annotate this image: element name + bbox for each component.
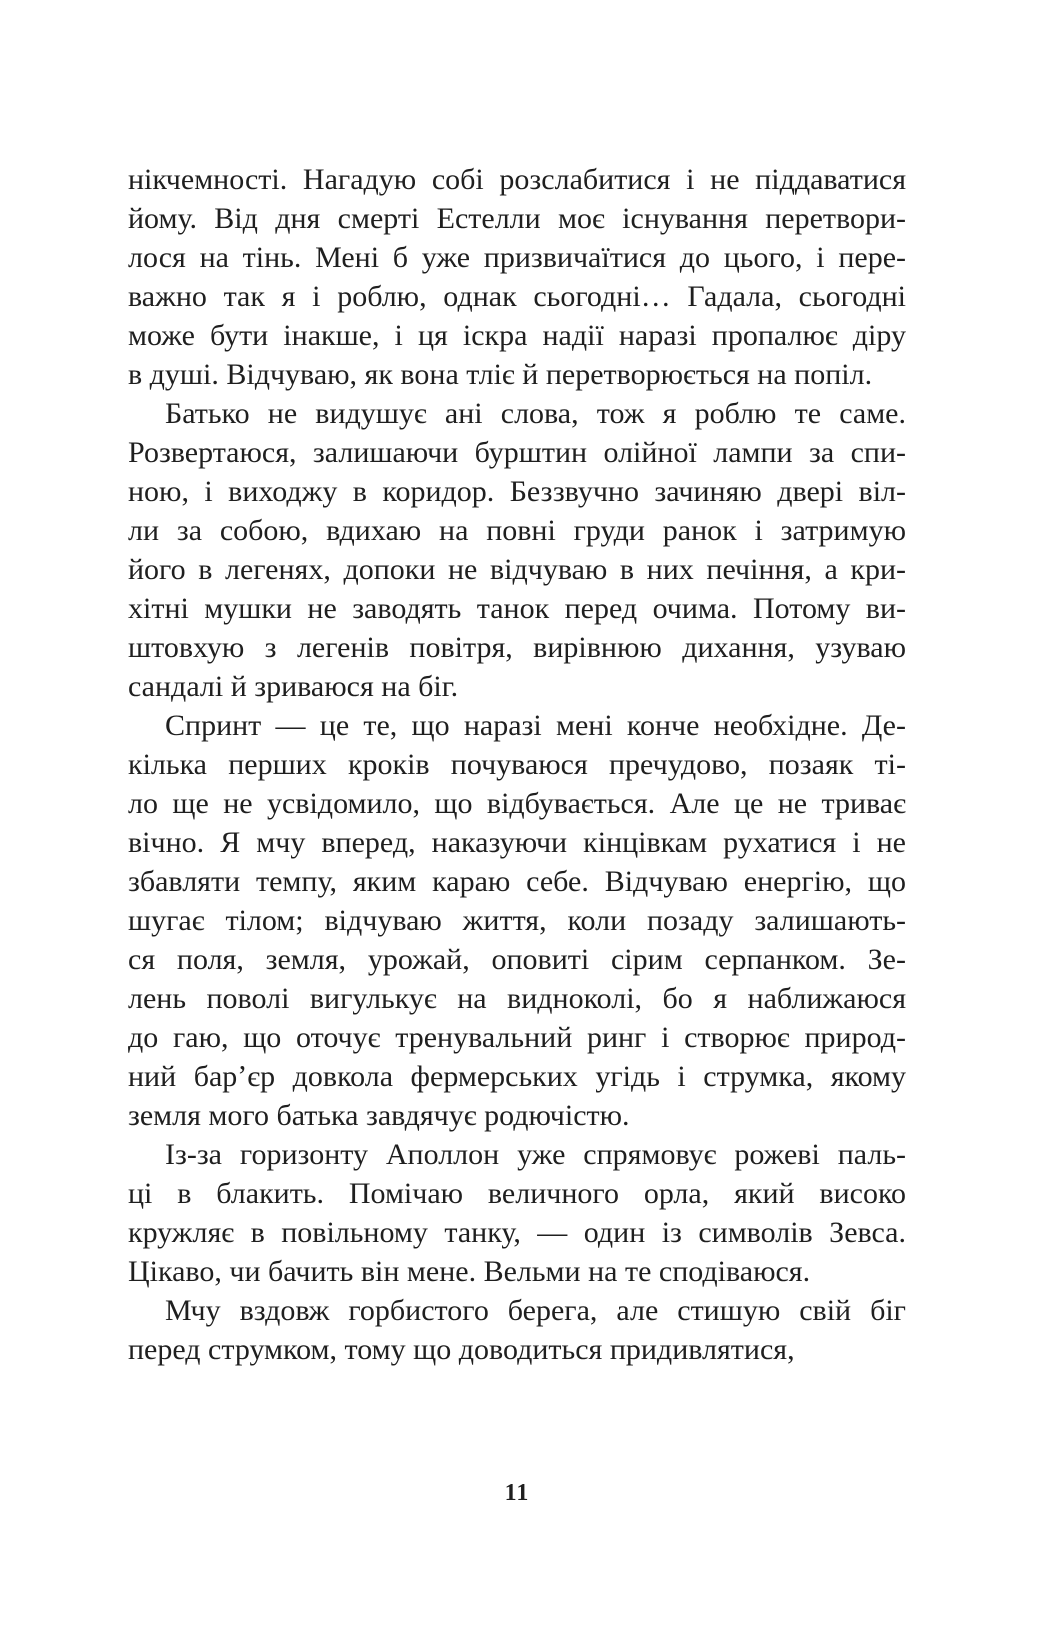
text-line: може бути інакше, і ця іскра надії наразі пропалює діру [128, 319, 906, 352]
text-line: кілька перших кроків почуваюся пречудово, позаяк ті- [128, 748, 906, 781]
paragraph [128, 1135, 906, 1291]
text-line: до гаю, що оточує тренувальний ринг і створює природ- [128, 1021, 906, 1054]
text-line: сандалі й зриваюся на біг. [128, 670, 459, 703]
paragraph [128, 706, 906, 1135]
text-line: в душі. Відчуваю, як вона тліє й перетворюється на попіл. [128, 358, 873, 391]
text-line: ся поля, земля, урожай, оповиті сірим серпанком. Зе- [128, 943, 906, 976]
text-line: нікчемності. Нагадую собі розслабитися і не піддаватися [128, 163, 906, 196]
text-line: лень поволі вигулькує на видноколі, бо я наближаюся [128, 982, 906, 1015]
text-line: його в легенях, допоки не відчуваю в них печіння, а кри- [128, 553, 906, 586]
text-line: Батько не видушує ані слова, тож я роблю те саме. [165, 397, 906, 430]
paragraph [128, 394, 906, 706]
text-line: Із-за горизонту Аполлон уже спрямовує рожеві паль- [165, 1138, 906, 1171]
text-line: кружляє в повільному танку, — один із символів Зевса. [128, 1216, 906, 1249]
text-line: земля мого батька завдячує родючістю. [128, 1099, 630, 1132]
text-line: Спринт — це те, що наразі мені конче необхідне. Де- [165, 709, 906, 742]
text-line: Розвертаюся, залишаючи бурштин олійної лампи за спи- [128, 436, 906, 469]
text-line: шугає тілом; відчуваю життя, коли позаду залишають- [128, 904, 906, 937]
text-line: ці в блакить. Помічаю величного орла, який високо [128, 1177, 906, 1210]
text-line: перед струмком, тому що доводиться придивлятися, [128, 1333, 795, 1366]
text-line: штовхую з легенів повітря, вирівнюю дихання, узуваю [128, 631, 906, 664]
text-line: Мчу вздовж горбистого берега, але стишую свій біг [165, 1294, 906, 1327]
text-line: Цікаво, чи бачить він мене. Вельми на те сподіваюся. [128, 1255, 811, 1288]
text-line: ло ще не усвідомило, що відбувається. Але це не триває [128, 787, 906, 820]
paragraph [128, 1291, 906, 1369]
text-line: збавляти темпу, яким караю себе. Відчуваю енергію, що [128, 865, 906, 898]
text-line: ний барʼєр довкола фермерських угідь і струмка, якому [128, 1060, 906, 1093]
page-number: 11 [504, 1480, 530, 1506]
paragraph [128, 160, 906, 394]
text-line: важно так я і роблю, однак сьогодні… Гадала, сьогодні [128, 280, 906, 313]
text-line: лося на тінь. Мені б уже призвичаїтися до цього, і пере- [128, 241, 906, 274]
text-line: ли за собою, вдихаю на повні груди ранок і затримую [128, 514, 906, 547]
text-line: ною, і виходжу в коридор. Беззвучно зачиняю двері віл- [128, 475, 906, 508]
text-line: йому. Від дня смерті Естелли моє існування перетвори- [128, 202, 906, 235]
text-block [128, 160, 906, 1369]
text-line: вічно. Я мчу вперед, наказуючи кінцівкам рухатися і не [128, 826, 906, 859]
text-line: хітні мушки не заводять танок перед очима. Потому ви- [128, 592, 906, 625]
